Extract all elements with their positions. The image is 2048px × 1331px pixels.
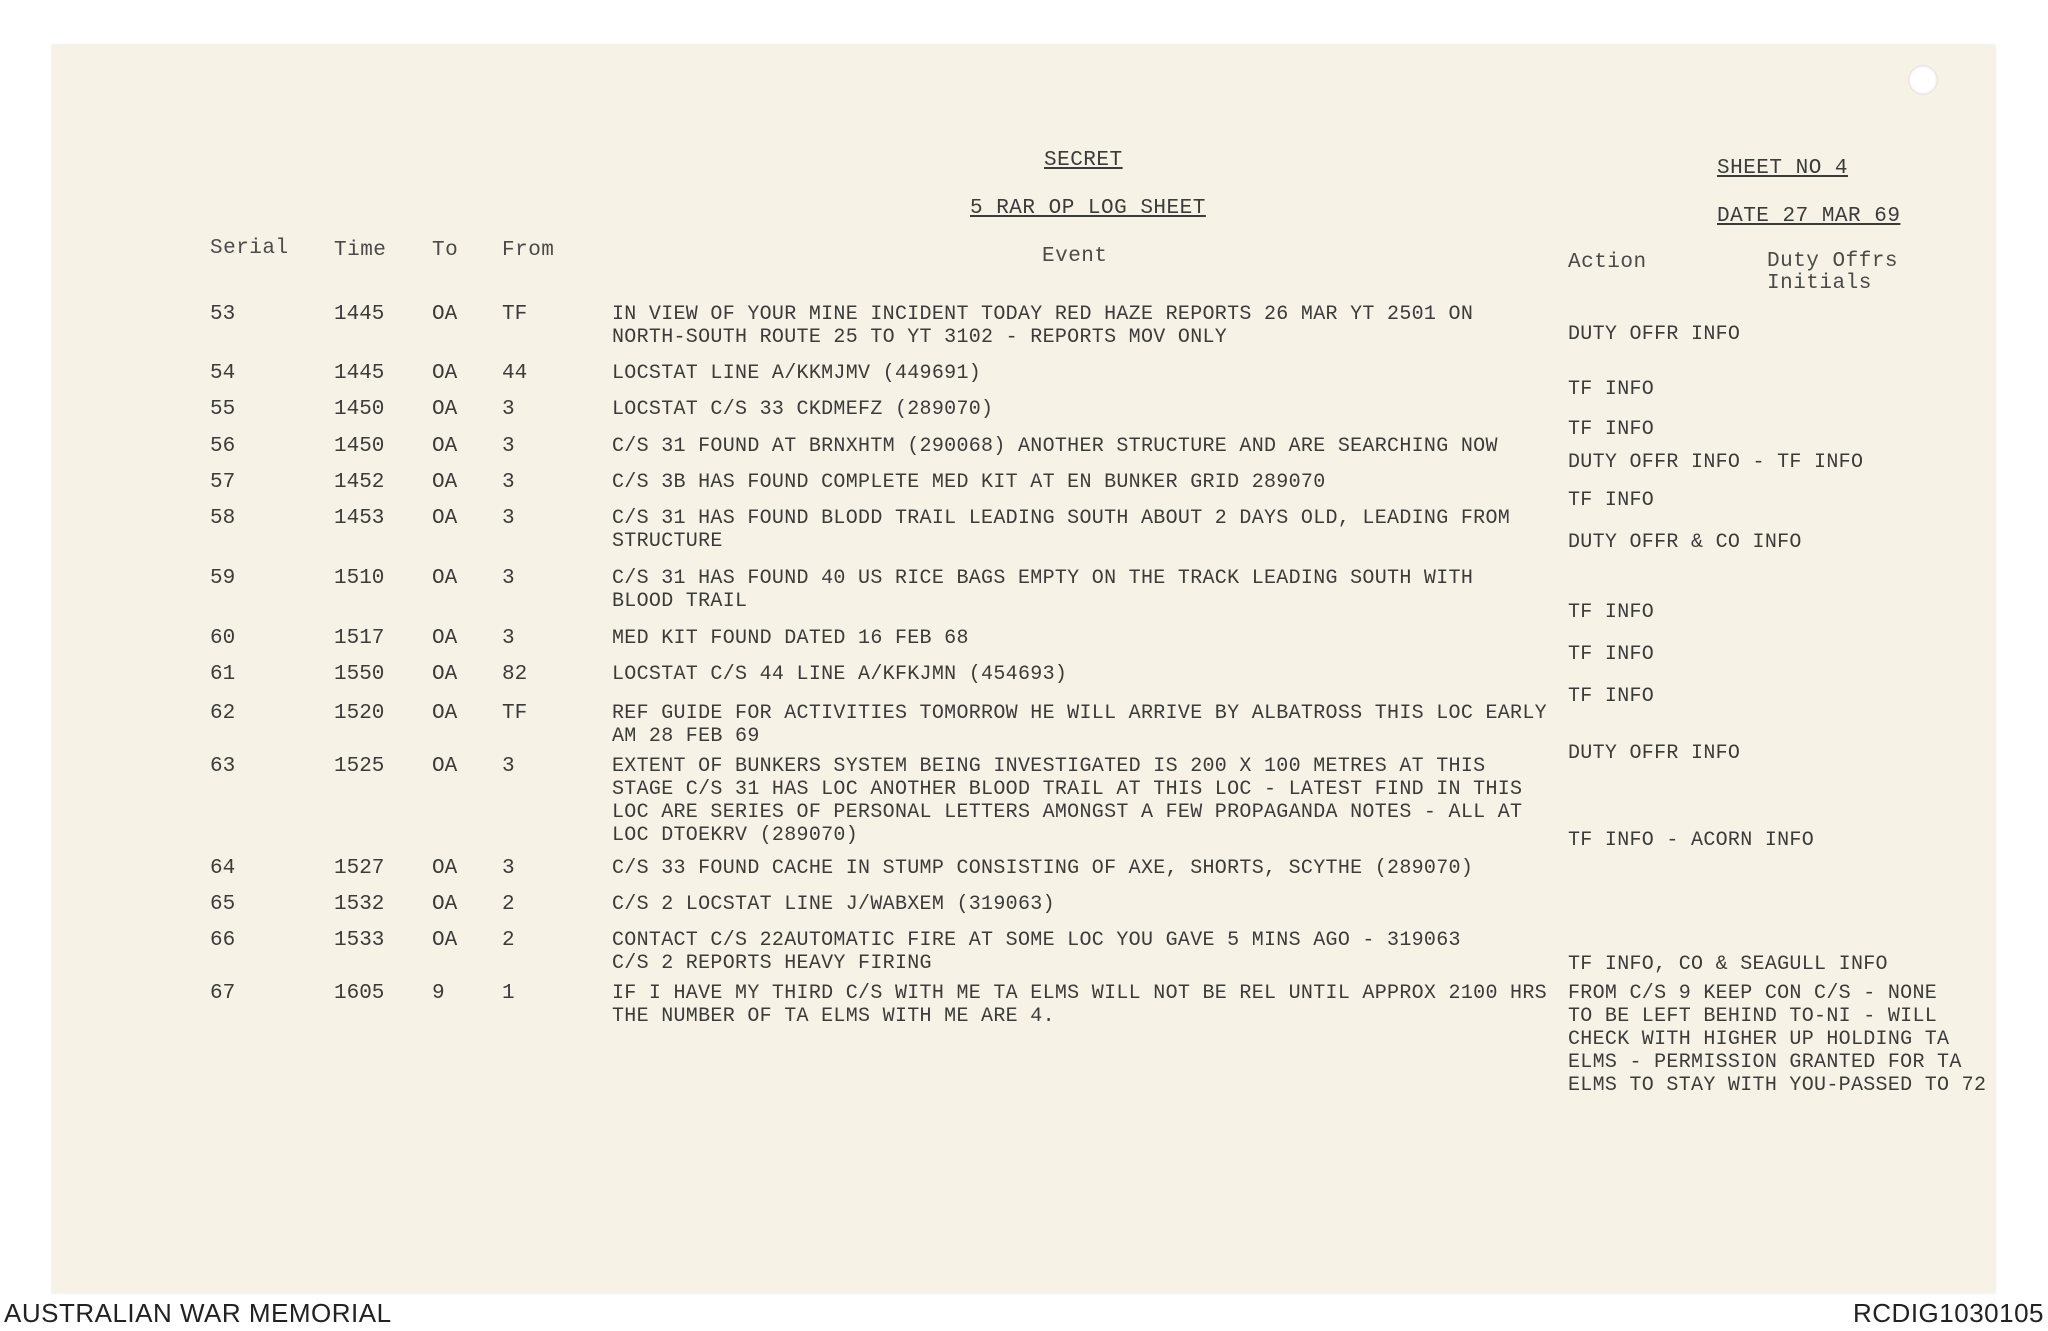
entry-from: 2 bbox=[502, 893, 515, 916]
entry-action: TF INFO bbox=[1568, 685, 1655, 708]
entry-serial: 55 bbox=[210, 398, 236, 421]
entry-serial: 57 bbox=[210, 471, 236, 494]
entry-from: TF bbox=[502, 303, 528, 326]
entry-action: DUTY OFFR & CO INFO bbox=[1568, 531, 1802, 554]
entry-from: 3 bbox=[502, 507, 515, 530]
log-entry-row bbox=[52, 627, 1995, 666]
entry-event: C/S 31 FOUND AT BRNXHTM (290068) ANOTHER STRUCTURE AND ARE SEARCHING NOW bbox=[612, 435, 1498, 458]
entry-to: OA bbox=[432, 507, 458, 530]
column-header-time: Time bbox=[334, 239, 387, 262]
log-entry-row bbox=[52, 702, 1995, 765]
entry-event: IN VIEW OF YOUR MINE INCIDENT TODAY RED HAZE REPORTS 26 MAR YT 2501 ON NORTH-SOUTH ROUTE 25 TO YT 3102 - REPORTS MOV ONLY bbox=[612, 303, 1474, 349]
punch-hole bbox=[1908, 65, 1938, 95]
entry-action: TF INFO - ACORN INFO bbox=[1568, 829, 1815, 852]
entry-time: 1452 bbox=[334, 471, 385, 494]
entry-to: 9 bbox=[432, 982, 445, 1005]
entry-serial: 66 bbox=[210, 929, 236, 952]
entry-time: 1525 bbox=[334, 755, 385, 778]
entry-from: TF bbox=[502, 702, 528, 725]
entry-time: 1533 bbox=[334, 929, 385, 952]
entry-event: LOCSTAT C/S 44 LINE A/KFKJMN (454693) bbox=[612, 663, 1068, 686]
entry-to: OA bbox=[432, 362, 458, 385]
entry-event: C/S 33 FOUND CACHE IN STUMP CONSISTING OF AXE, SHORTS, SCYTHE (289070) bbox=[612, 857, 1474, 880]
entry-serial: 56 bbox=[210, 435, 236, 458]
entry-serial: 59 bbox=[210, 567, 236, 590]
entry-action: TF INFO bbox=[1568, 601, 1655, 624]
entry-serial: 62 bbox=[210, 702, 236, 725]
entry-to: OA bbox=[432, 755, 458, 778]
sheet-date: DATE 27 MAR 69 bbox=[1717, 205, 1901, 228]
entry-from: 2 bbox=[502, 929, 515, 952]
entry-action: DUTY OFFR INFO - TF INFO bbox=[1568, 451, 1864, 474]
column-header-to: To bbox=[432, 239, 459, 262]
entry-serial: 67 bbox=[210, 982, 236, 1005]
column-header-event: Event bbox=[1042, 245, 1108, 268]
log-entry-row bbox=[52, 507, 1995, 554]
entry-to: OA bbox=[432, 398, 458, 421]
entry-event: C/S 31 HAS FOUND BLODD TRAIL LEADING SOUTH ABOUT 2 DAYS OLD, LEADING FROM STRUCTURE bbox=[612, 507, 1511, 553]
entry-time: 1450 bbox=[334, 398, 385, 421]
entry-serial: 60 bbox=[210, 627, 236, 650]
entry-from: 3 bbox=[502, 435, 515, 458]
entry-time: 1453 bbox=[334, 507, 385, 530]
entry-from: 1 bbox=[502, 982, 515, 1005]
entry-serial: 65 bbox=[210, 893, 236, 916]
log-sheet-paper bbox=[52, 45, 1995, 1293]
log-entry-row bbox=[52, 567, 1995, 624]
entry-action: TF INFO bbox=[1568, 418, 1655, 441]
column-header-from: From bbox=[502, 239, 555, 262]
log-entry-row bbox=[52, 755, 1995, 852]
entry-serial: 58 bbox=[210, 507, 236, 530]
entry-action: TF INFO bbox=[1568, 378, 1655, 401]
log-entry-row bbox=[52, 893, 1995, 916]
log-entry-row bbox=[52, 982, 1995, 1097]
entry-from: 44 bbox=[502, 362, 528, 385]
log-entry-row bbox=[52, 362, 1995, 401]
entry-event: LOCSTAT LINE A/KKMJMV (449691) bbox=[612, 362, 982, 385]
entry-to: OA bbox=[432, 435, 458, 458]
entry-action: DUTY OFFR INFO bbox=[1568, 323, 1741, 346]
entry-from: 3 bbox=[502, 471, 515, 494]
page-title: 5 RAR OP LOG SHEET bbox=[970, 197, 1206, 220]
entry-serial: 53 bbox=[210, 303, 236, 326]
entry-action: TF INFO, CO & SEAGULL INFO bbox=[1568, 953, 1888, 976]
footer-reference: RCDIG1030105 bbox=[1853, 1298, 2044, 1328]
entry-time: 1527 bbox=[334, 857, 385, 880]
entry-event: CONTACT C/S 22AUTOMATIC FIRE AT SOME LOC YOU GAVE 5 MINS AGO - 319063 C/S 2 REPORTS HEAVY FIRING bbox=[612, 929, 1461, 975]
entry-time: 1532 bbox=[334, 893, 385, 916]
entry-action: TF INFO bbox=[1568, 643, 1655, 666]
entry-from: 3 bbox=[502, 567, 515, 590]
entry-to: OA bbox=[432, 893, 458, 916]
sheet-number: SHEET NO 4 bbox=[1717, 157, 1849, 180]
entry-from: 3 bbox=[502, 755, 515, 778]
entry-to: OA bbox=[432, 929, 458, 952]
entry-action: DUTY OFFR INFO bbox=[1568, 742, 1741, 765]
entry-to: OA bbox=[432, 471, 458, 494]
entry-serial: 61 bbox=[210, 663, 236, 686]
log-entry-row bbox=[52, 663, 1995, 708]
entry-event: C/S 3B HAS FOUND COMPLETE MED KIT AT EN BUNKER GRID 289070 bbox=[612, 471, 1326, 494]
log-entry-row bbox=[52, 398, 1995, 441]
entry-time: 1510 bbox=[334, 567, 385, 590]
entry-from: 82 bbox=[502, 663, 528, 686]
entry-time: 1445 bbox=[334, 362, 385, 385]
column-header-serial: Serial bbox=[210, 237, 289, 260]
entry-time: 1450 bbox=[334, 435, 385, 458]
entry-to: OA bbox=[432, 567, 458, 590]
entry-to: OA bbox=[432, 303, 458, 326]
entry-event: IF I HAVE MY THIRD C/S WITH ME TA ELMS WILL NOT BE REL UNTIL APPROX 2100 HRS THE NUMBER OF TA ELMS WITH ME ARE 4. bbox=[612, 982, 1547, 1028]
column-header-action: Action bbox=[1568, 251, 1647, 274]
entry-time: 1517 bbox=[334, 627, 385, 650]
footer-institution: AUSTRALIAN WAR MEMORIAL bbox=[4, 1298, 392, 1328]
entry-serial: 64 bbox=[210, 857, 236, 880]
entry-time: 1445 bbox=[334, 303, 385, 326]
entry-action: FROM C/S 9 KEEP CON C/S - NONE TO BE LEFT BEHIND TO-NI - WILL CHECK WITH HIGHER UP HOLDING TA ELMS - PERMISSION GRANTED FOR TA ELMS TO STAY WITH YOU-PASSED TO 72 bbox=[1568, 982, 1987, 1097]
entry-time: 1550 bbox=[334, 663, 385, 686]
log-entry-row bbox=[52, 929, 1995, 976]
entry-event: C/S 31 HAS FOUND 40 US RICE BAGS EMPTY ON THE TRACK LEADING SOUTH WITH BLOOD TRAIL bbox=[612, 567, 1474, 613]
entry-from: 3 bbox=[502, 857, 515, 880]
entry-serial: 54 bbox=[210, 362, 236, 385]
entry-from: 3 bbox=[502, 627, 515, 650]
entry-event: REF GUIDE FOR ACTIVITIES TOMORROW HE WILL ARRIVE BY ALBATROSS THIS LOC EARLY AM 28 FEB 69 bbox=[612, 702, 1547, 748]
log-entry-row bbox=[52, 303, 1995, 349]
entry-time: 1520 bbox=[334, 702, 385, 725]
entry-event: LOCSTAT C/S 33 CKDMEFZ (289070) bbox=[612, 398, 994, 421]
classification-heading: SECRET bbox=[1044, 149, 1123, 172]
entry-event: MED KIT FOUND DATED 16 FEB 68 bbox=[612, 627, 969, 650]
entry-to: OA bbox=[432, 627, 458, 650]
entry-time: 1605 bbox=[334, 982, 385, 1005]
entry-from: 3 bbox=[502, 398, 515, 421]
log-entry-row bbox=[52, 857, 1995, 880]
entry-to: OA bbox=[432, 663, 458, 686]
entry-action: TF INFO bbox=[1568, 489, 1655, 512]
entry-serial: 63 bbox=[210, 755, 236, 778]
entry-event: EXTENT OF BUNKERS SYSTEM BEING INVESTIGATED IS 200 X 100 METRES AT THIS STAGE C/S 31 HAS LOC ANOTHER BLOOD TRAIL AT THIS LOC - LATEST FIND IN THIS LOC ARE SERIES OF PERSONAL LETTERS AMONGST A FEW PROPAGANDA NOTES - ALL AT LOC DTOEKRV (289070) bbox=[612, 755, 1523, 847]
log-entry-row bbox=[52, 435, 1995, 474]
entry-event: C/S 2 LOCSTAT LINE J/WABXEM (319063) bbox=[612, 893, 1055, 916]
column-header-duty-initials: Duty Offrs Initials bbox=[1767, 250, 1899, 295]
entry-to: OA bbox=[432, 702, 458, 725]
entry-to: OA bbox=[432, 857, 458, 880]
log-entry-row bbox=[52, 471, 1995, 512]
